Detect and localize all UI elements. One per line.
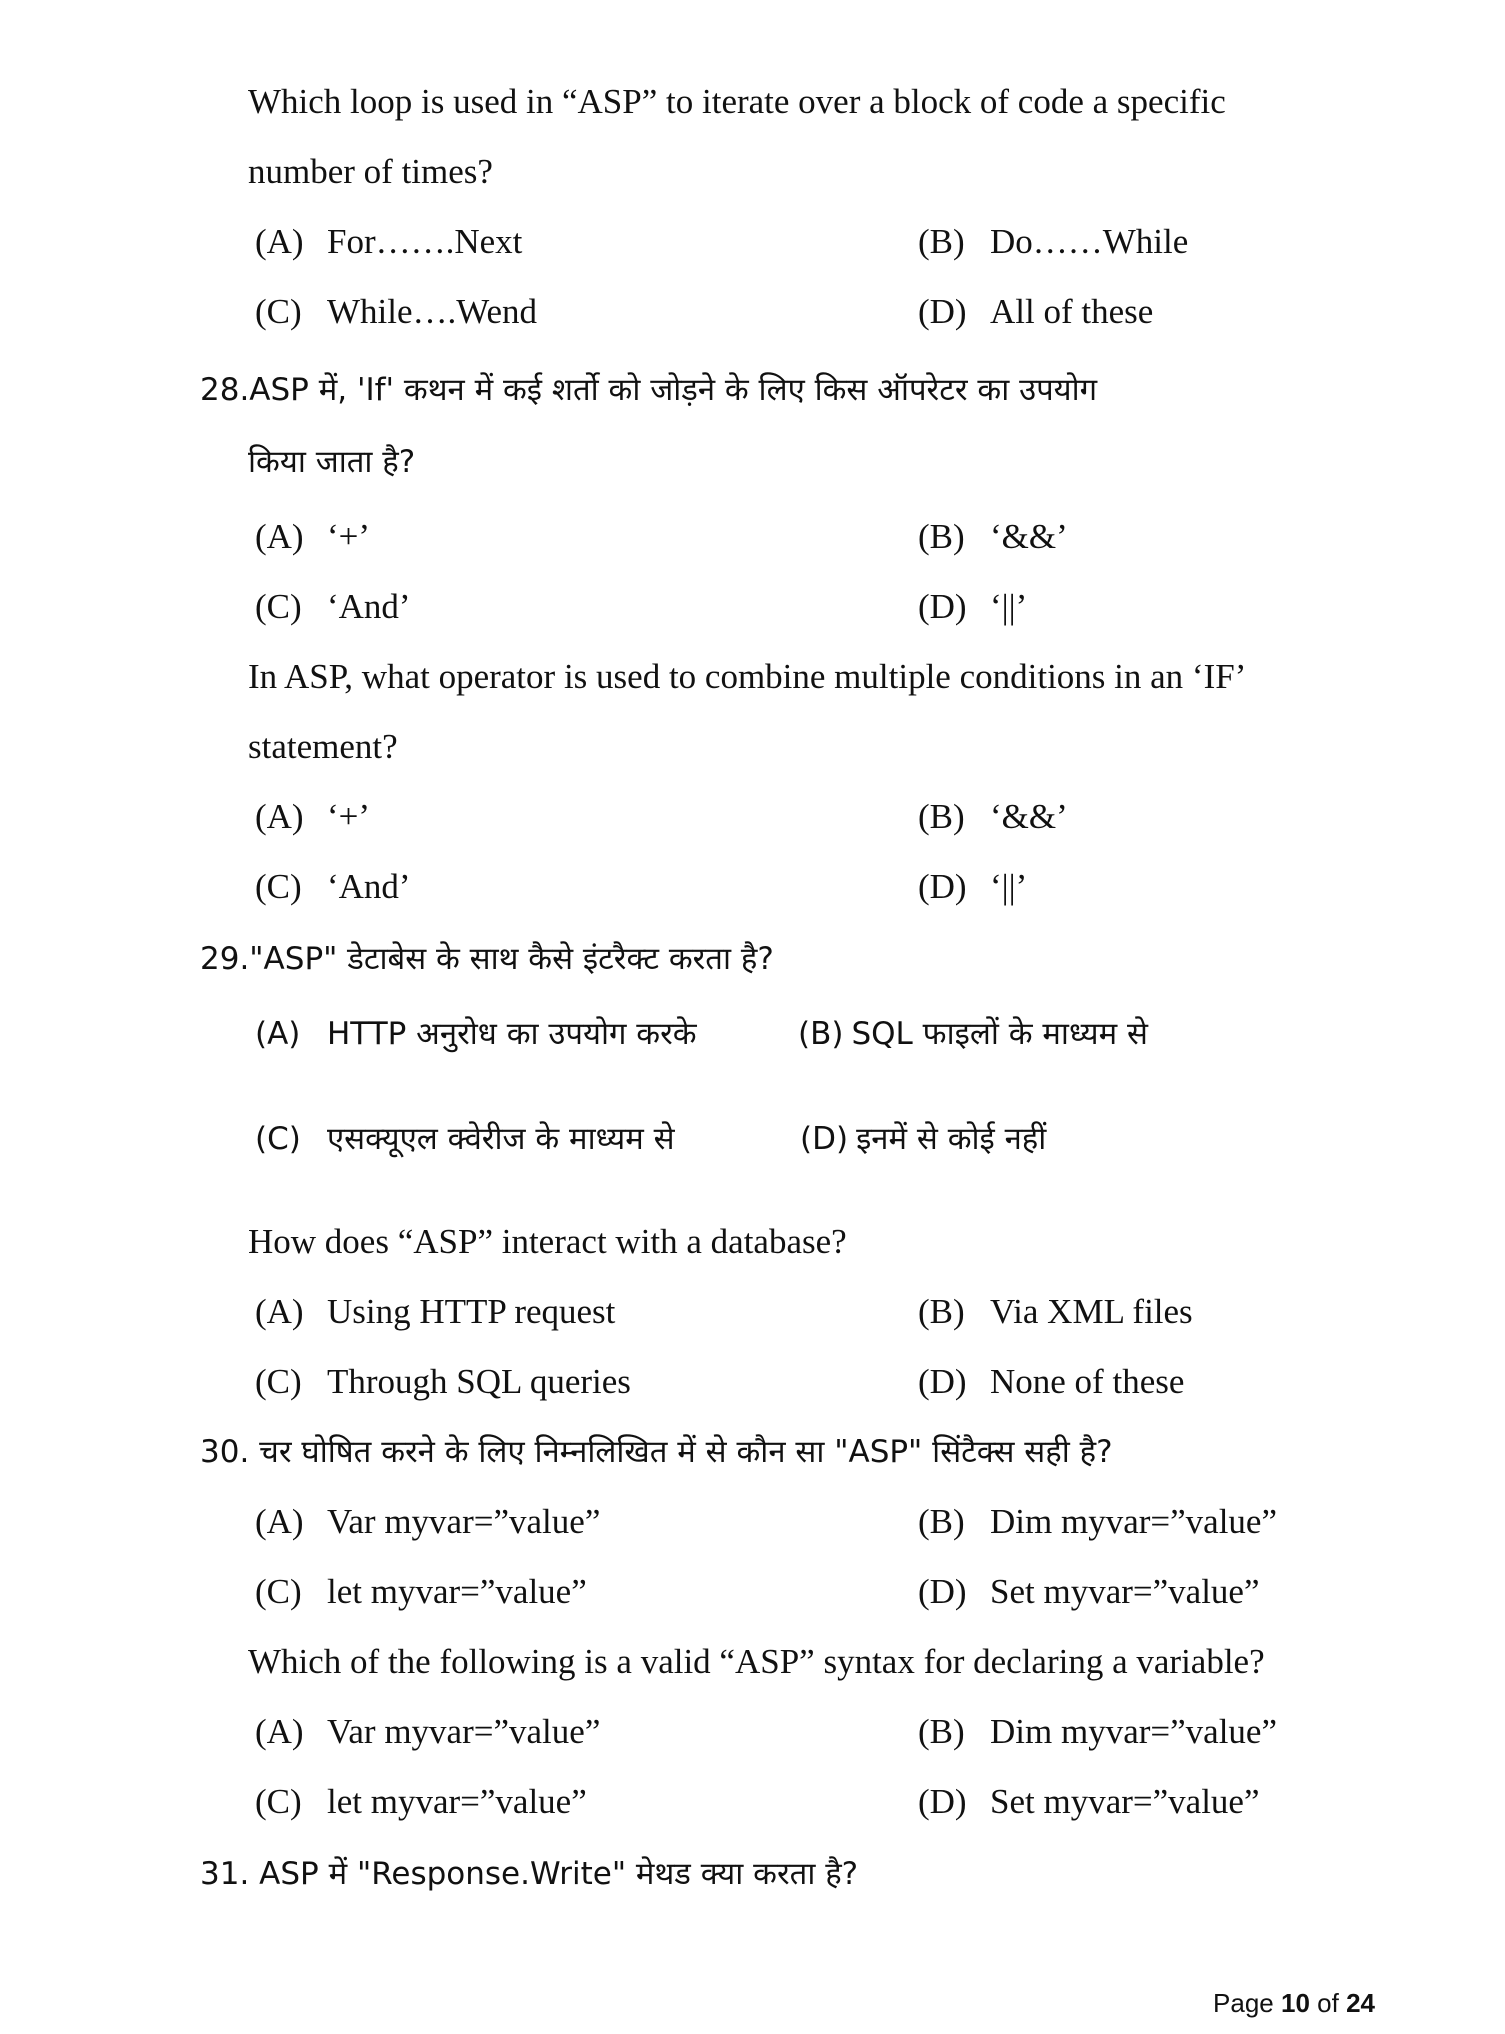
option-text: Dim myvar=”value”: [990, 1502, 1277, 1541]
option-text: ‘+’: [327, 517, 371, 556]
option-letter: (A): [255, 222, 304, 261]
option-text: Set myvar=”value”: [990, 1782, 1260, 1821]
option-text: ‘And’: [327, 587, 411, 626]
option-letter: (D): [918, 292, 967, 331]
option-letter: (A): [255, 1292, 304, 1331]
option-text: Through SQL queries: [327, 1362, 631, 1401]
option-letter: (B): [918, 1292, 965, 1331]
option-b: [918, 1500, 1277, 1544]
option-text: SQL फाइलों के माध्यम से: [851, 1016, 1148, 1052]
option-text: All of these: [990, 292, 1154, 331]
option-b: [918, 795, 1068, 839]
option-letter: (C): [255, 292, 302, 331]
option-letter: (B): [798, 1016, 844, 1052]
option-c: [255, 1780, 587, 1824]
option-letter: (B): [918, 222, 965, 261]
option-c: [255, 290, 537, 334]
option-d: [918, 1780, 1260, 1824]
option-letter: (A): [255, 1712, 304, 1751]
question-27-english-line-2: number of times?: [248, 152, 493, 191]
option-b: [918, 1290, 1193, 1334]
option-d: [918, 585, 1027, 629]
option-text: HTTP अनुरोध का उपयोग करके: [327, 1016, 697, 1052]
option-text: ‘&&’: [990, 517, 1068, 556]
option-text: ‘And’: [327, 867, 411, 906]
option-c: [255, 865, 411, 909]
option-text: For…….Next: [327, 222, 523, 261]
option-letter: (D): [918, 1782, 967, 1821]
option-letter: (A): [255, 1502, 304, 1541]
question-27-english-line-1: Which loop is used in “ASP” to iterate over a block of code a specific: [248, 82, 1226, 121]
option-letter: (A): [255, 1016, 301, 1052]
option-letter: (D): [918, 587, 967, 626]
option-letter: (C): [255, 587, 302, 626]
current-page: 10: [1281, 1988, 1310, 2018]
option-letter: (D): [918, 1362, 967, 1401]
option-letter: (A): [255, 517, 304, 556]
option-d: [800, 1117, 1046, 1161]
option-c: [255, 1360, 631, 1404]
question-28-hindi-line-2: किया जाता है?: [248, 444, 416, 480]
option-letter: (C): [255, 1362, 302, 1401]
option-b: [798, 1012, 1148, 1056]
option-b: [918, 515, 1068, 559]
option-a: [255, 1710, 600, 1754]
option-text: Var myvar=”value”: [327, 1712, 601, 1751]
option-text: ‘&&’: [990, 797, 1068, 836]
question-28-english-line-2: statement?: [248, 727, 398, 766]
option-a: [255, 515, 370, 559]
option-letter: (B): [918, 1502, 965, 1541]
page-prefix: Page: [1213, 1988, 1274, 2018]
option-letter: (C): [255, 1121, 301, 1157]
option-b: [918, 1710, 1277, 1754]
option-letter: (C): [255, 867, 302, 906]
option-letter: (D): [800, 1121, 849, 1157]
option-d: [918, 290, 1153, 334]
option-text: Dim myvar=”value”: [990, 1712, 1277, 1751]
option-letter: (D): [918, 867, 967, 906]
question-31-hindi-line-1: 31. ASP में "Response.Write" मेथड क्या करता है?: [200, 1856, 859, 1892]
question-28-hindi-line-1: 28.ASP में, 'If' कथन में कई शर्तो को जोड़ने के लिए किस ऑपरेटर का उपयोग: [200, 372, 1098, 408]
option-text: Do……While: [990, 222, 1189, 261]
option-a: [255, 1290, 615, 1334]
option-text: इनमें से कोई नहीं: [856, 1121, 1047, 1157]
option-text: Var myvar=”value”: [327, 1502, 601, 1541]
page-number-footer: [1213, 1988, 1375, 2019]
option-text: ‘||’: [990, 587, 1028, 626]
option-text: ‘+’: [327, 797, 371, 836]
question-30-english-line-1: Which of the following is a valid “ASP” syntax for declaring a variable?: [248, 1642, 1265, 1681]
option-a: [255, 795, 370, 839]
option-d: [918, 865, 1027, 909]
option-d: [918, 1360, 1184, 1404]
option-c: [255, 585, 411, 629]
option-letter: (D): [918, 1572, 967, 1611]
question-29-english-line-1: How does “ASP” interact with a database?: [248, 1222, 847, 1261]
question-28-english-line-1: In ASP, what operator is used to combine multiple conditions in an ‘IF’: [248, 657, 1247, 696]
option-a: [255, 1500, 600, 1544]
option-a: [255, 1012, 697, 1056]
option-letter: (C): [255, 1572, 302, 1611]
question-29-hindi-line-1: 29."ASP" डेटाबेस के साथ कैसे इंटरैक्ट करता है?: [200, 941, 774, 977]
option-c: [255, 1117, 675, 1161]
option-text: Using HTTP request: [327, 1292, 616, 1331]
option-c: [255, 1570, 587, 1614]
option-letter: (B): [918, 797, 965, 836]
option-text: None of these: [990, 1362, 1185, 1401]
option-text: Set myvar=”value”: [990, 1572, 1260, 1611]
option-text: ‘||’: [990, 867, 1028, 906]
option-letter: (B): [918, 517, 965, 556]
option-letter: (A): [255, 797, 304, 836]
option-a: [255, 220, 522, 264]
question-30-hindi-line-1: 30. चर घोषित करने के लिए निम्नलिखित में से कौन सा "ASP" सिंटैक्स सही है?: [200, 1434, 1113, 1470]
option-text: While….Wend: [327, 292, 538, 331]
option-text: Via XML files: [990, 1292, 1193, 1331]
option-text: let myvar=”value”: [327, 1572, 587, 1611]
page-of: of: [1317, 1988, 1339, 2018]
total-pages: 24: [1346, 1988, 1375, 2018]
option-text: let myvar=”value”: [327, 1782, 587, 1821]
option-b: [918, 220, 1188, 264]
option-letter: (C): [255, 1782, 302, 1821]
option-text: एसक्यूएल क्वेरीज के माध्यम से: [327, 1121, 675, 1157]
option-d: [918, 1570, 1260, 1614]
option-letter: (B): [918, 1712, 965, 1751]
